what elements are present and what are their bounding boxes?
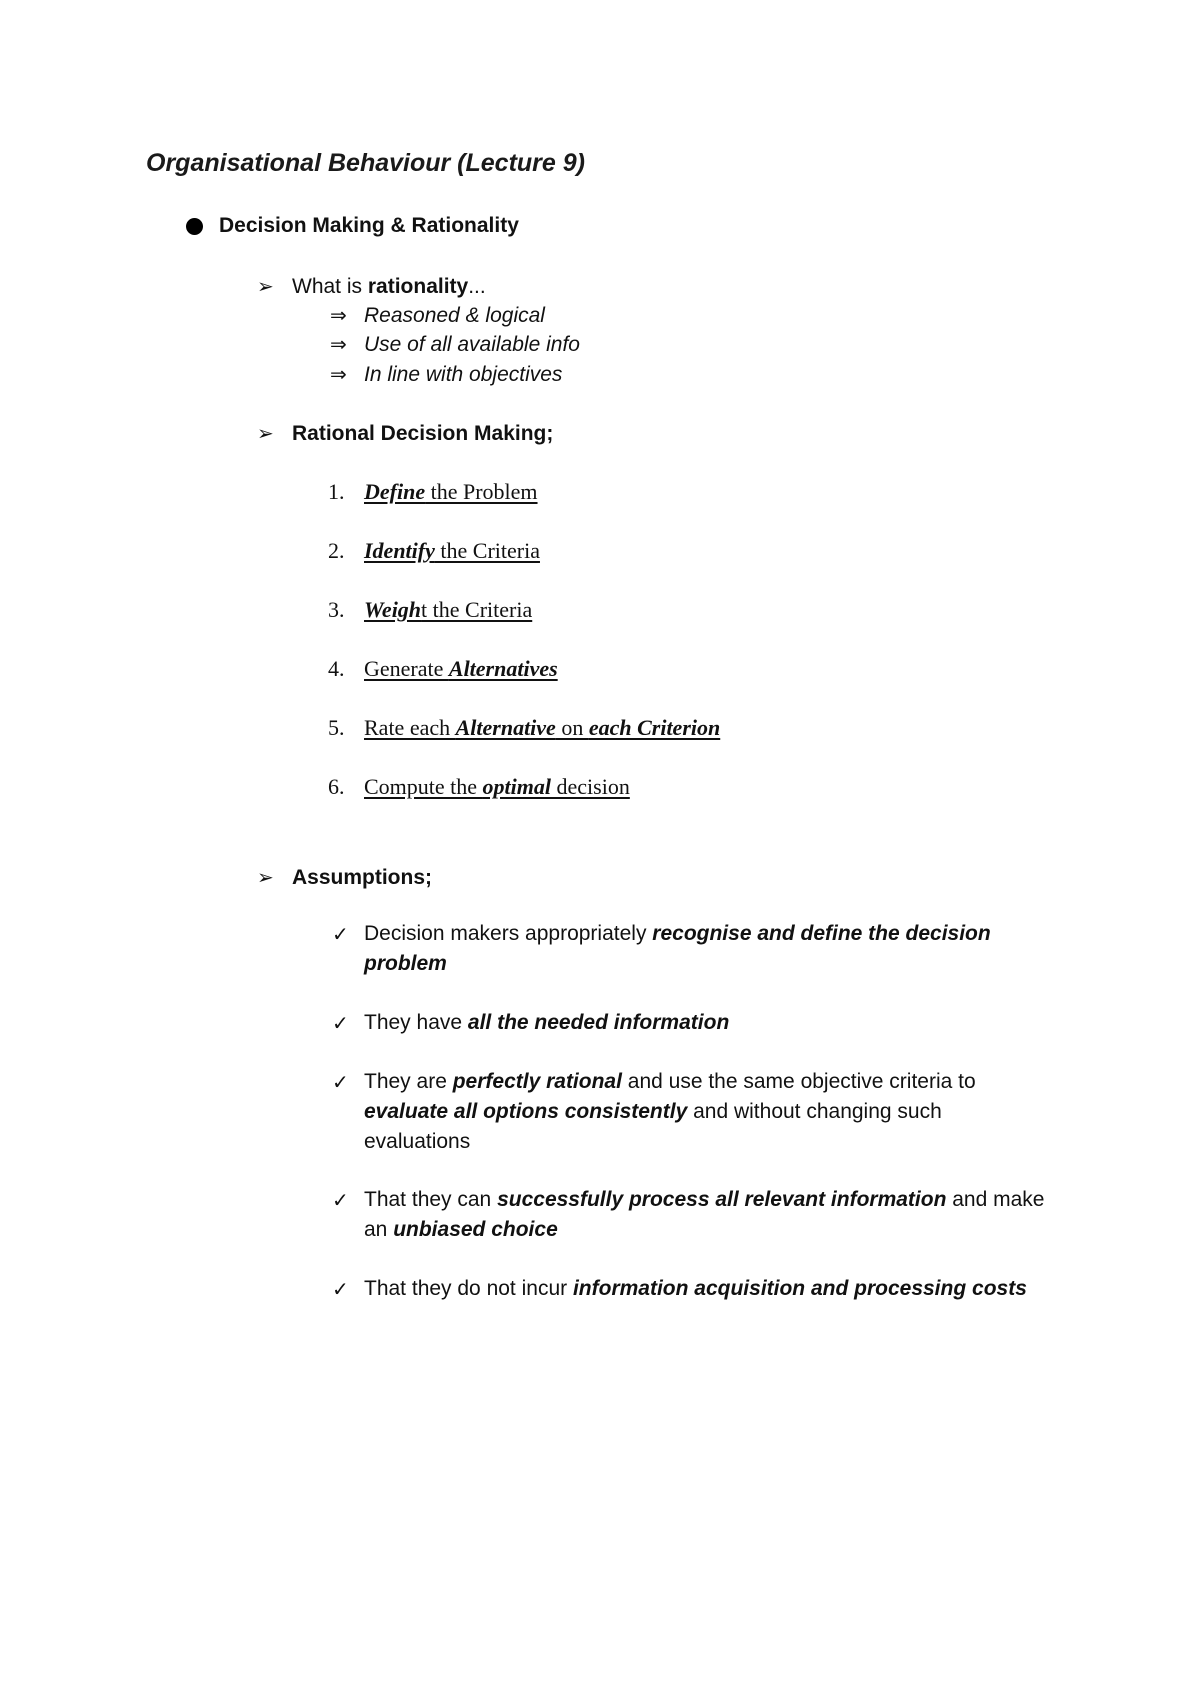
step-number: 2. bbox=[328, 538, 345, 563]
step-text: Generate Alternatives bbox=[364, 656, 558, 681]
assumption-item: Decision makers appropriately recognise and define the decision problem bbox=[364, 922, 991, 975]
step-number: 3. bbox=[328, 597, 345, 622]
step-text: Weight the Criteria bbox=[364, 597, 533, 622]
checkmark-icon: ✓ bbox=[332, 1072, 349, 1094]
bullet-dot-icon bbox=[186, 218, 203, 235]
rationality-heading-prefix: What is bbox=[292, 275, 368, 298]
step-number: 4. bbox=[328, 656, 345, 681]
arrow-bullet-icon: ➢ bbox=[257, 867, 274, 889]
arrow-bullet-icon: ➢ bbox=[257, 423, 274, 445]
step-text: Compute the optimal decision bbox=[364, 774, 630, 799]
step-number: 5. bbox=[328, 715, 345, 740]
step-text: Rate each Alternative on each Criterion bbox=[364, 715, 721, 740]
step-text: Identify the Criteria bbox=[364, 538, 540, 563]
step-text: Define the Problem bbox=[364, 479, 538, 504]
checkmark-icon: ✓ bbox=[332, 1013, 349, 1035]
implies-arrow-icon: ⇒ bbox=[330, 334, 347, 356]
rationality-heading-bold: rationality bbox=[367, 275, 469, 298]
rationality-point: In line with objectives bbox=[364, 363, 563, 386]
checkmark-icon: ✓ bbox=[332, 924, 349, 946]
assumption-item: That they can successfully process all relevant information and make an unbiased choice bbox=[364, 1188, 1045, 1241]
rationality-point: Use of all available info bbox=[364, 333, 580, 356]
section-heading: Decision Making & Rationality bbox=[219, 214, 519, 237]
step-number: 1. bbox=[328, 479, 345, 504]
implies-arrow-icon: ⇒ bbox=[330, 364, 347, 386]
rationality-heading-suffix: ... bbox=[468, 275, 486, 298]
assumption-item: They have all the needed information bbox=[364, 1011, 730, 1034]
document-title: Organisational Behaviour (Lecture 9) bbox=[146, 149, 585, 177]
checkmark-icon: ✓ bbox=[332, 1190, 349, 1212]
rational-decision-heading: Rational Decision Making; bbox=[292, 422, 554, 445]
assumption-item: They are perfectly rational and use the same objective criteria to evaluate all options consistently and without changing such evaluations bbox=[364, 1070, 976, 1153]
assumption-item: That they do not incur information acquisition and processing costs bbox=[364, 1277, 1027, 1300]
implies-arrow-icon: ⇒ bbox=[330, 305, 347, 327]
checkmark-icon: ✓ bbox=[332, 1279, 349, 1301]
rationality-point: Reasoned & logical bbox=[364, 304, 545, 327]
step-number: 6. bbox=[328, 774, 345, 799]
assumptions-heading: Assumptions; bbox=[292, 866, 433, 889]
rationality-heading bbox=[292, 276, 486, 297]
arrow-bullet-icon: ➢ bbox=[257, 276, 274, 298]
